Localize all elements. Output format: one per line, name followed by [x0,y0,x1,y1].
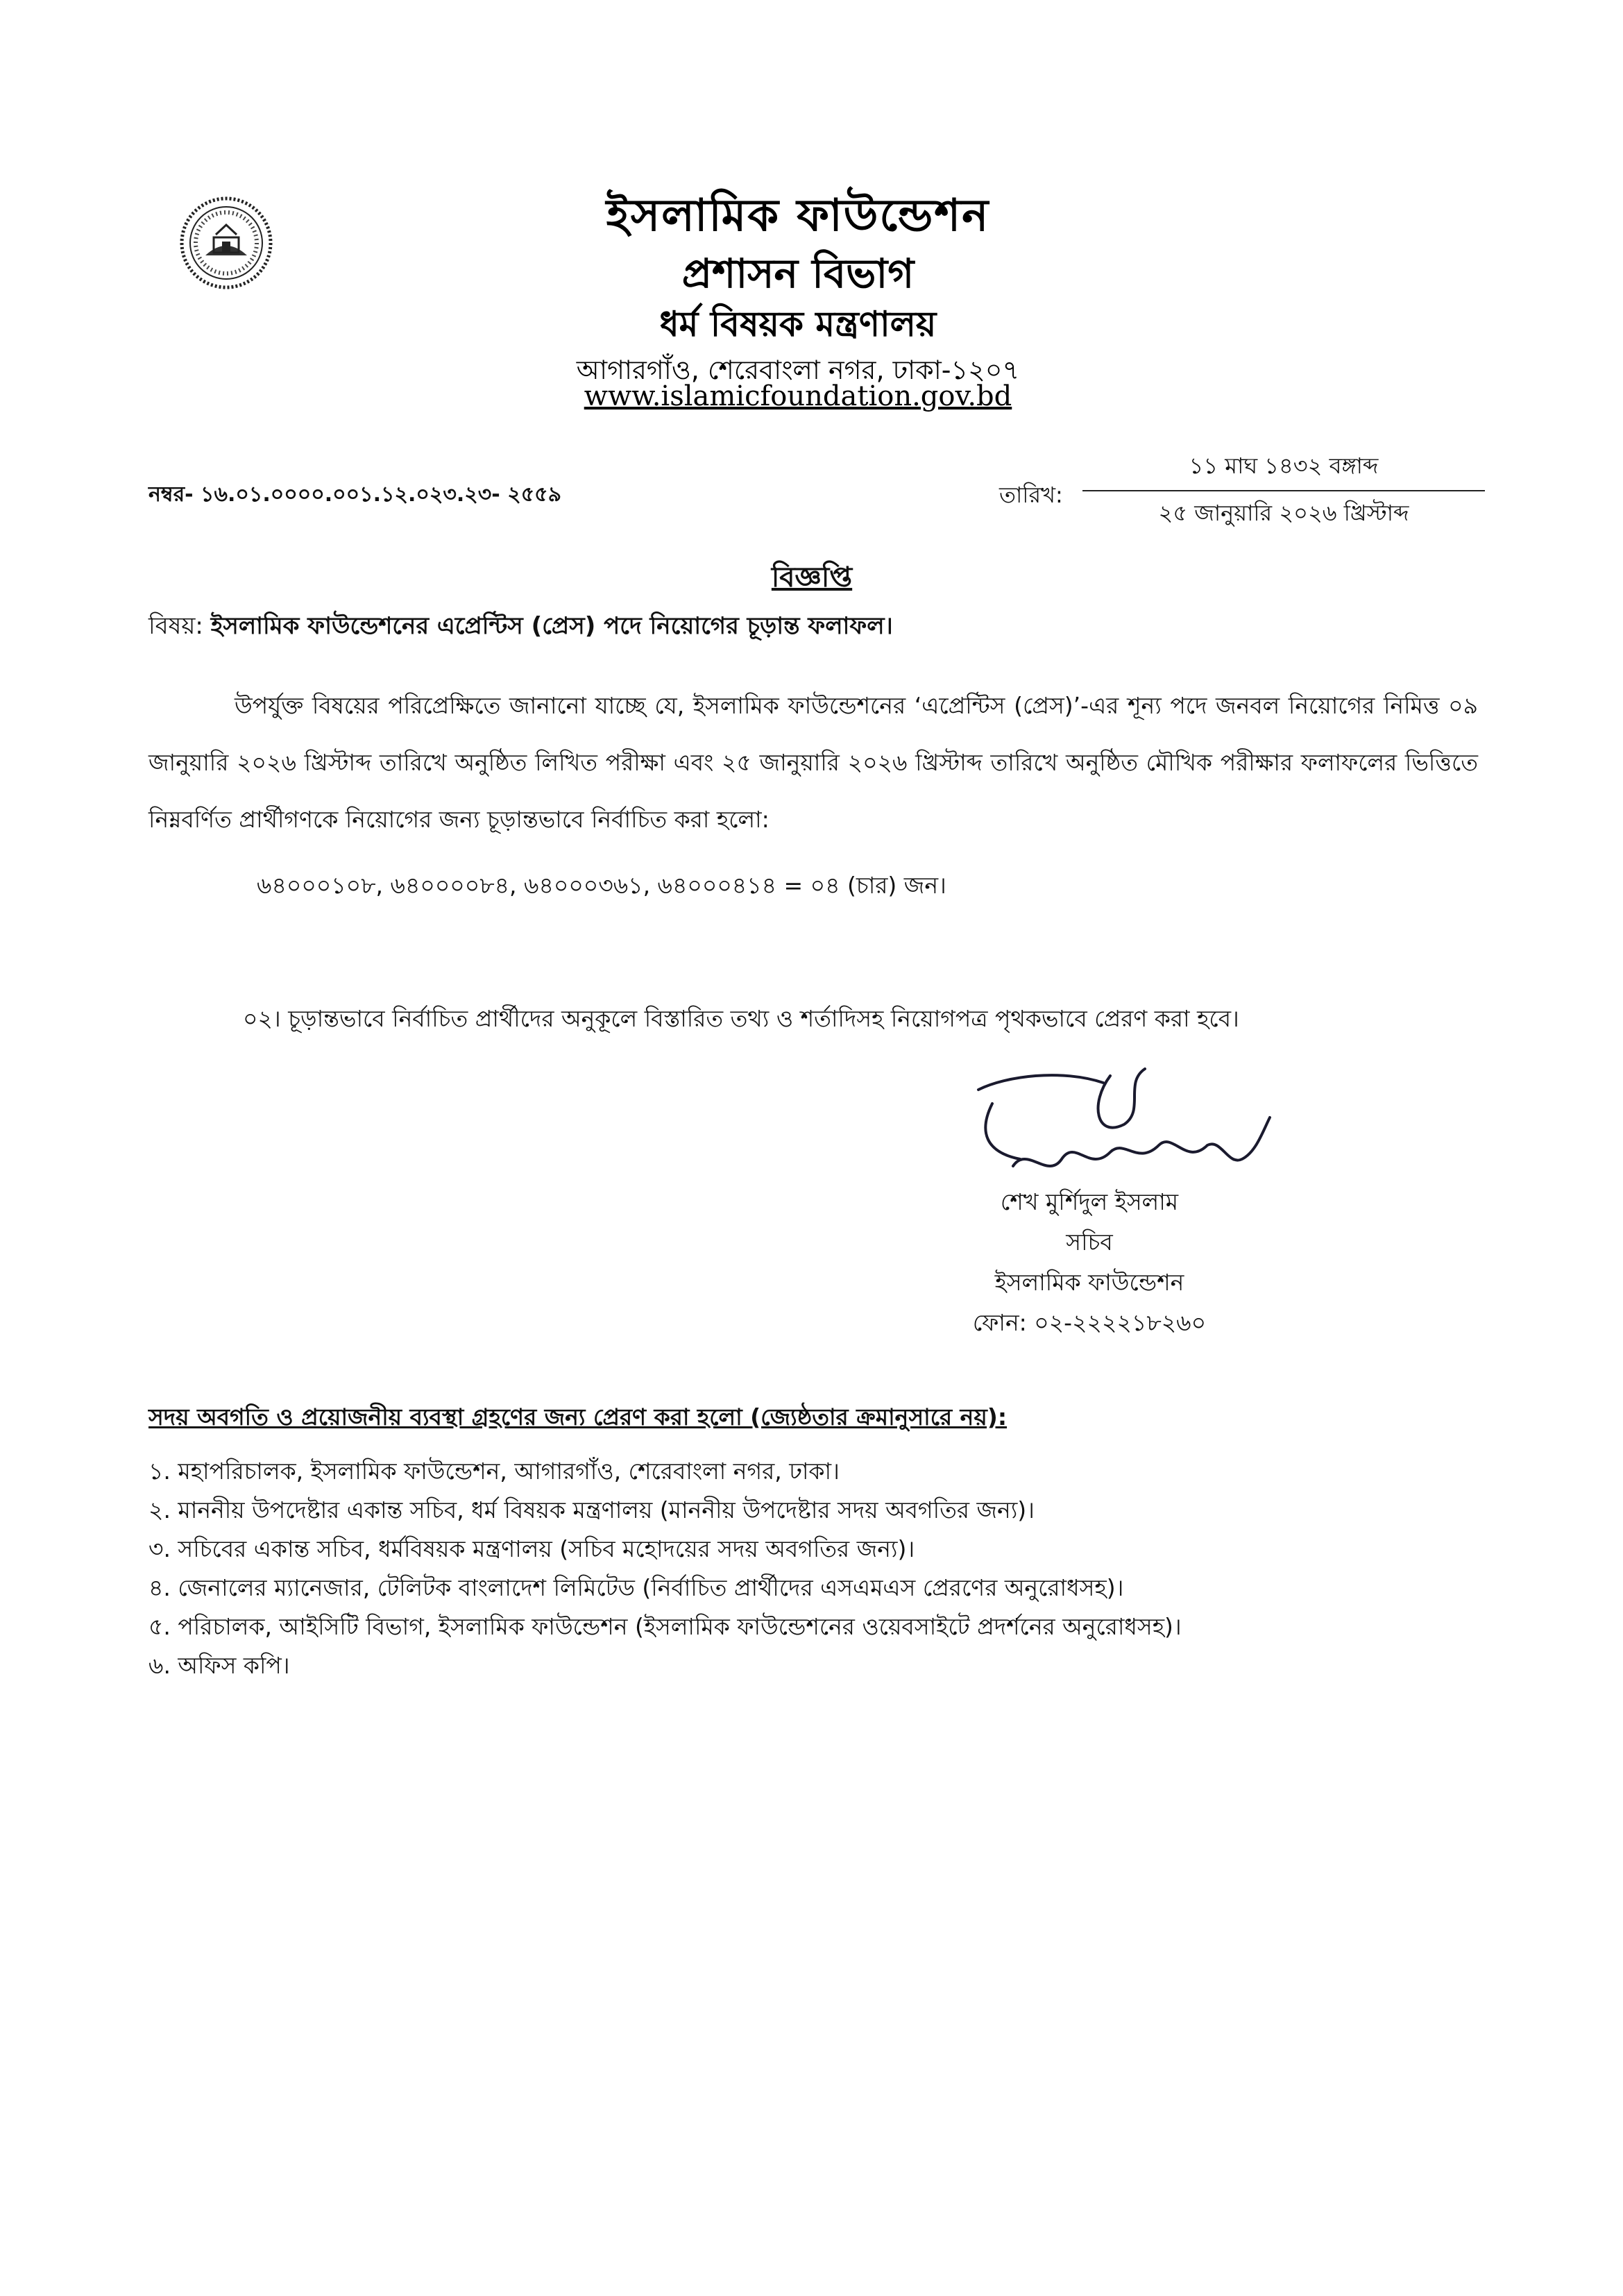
notice-title: বিজ্ঞপ্তি [771,562,853,593]
signatory-title: সচিব [1066,1229,1113,1256]
list-item: ৬. অফিস কপি। [148,1652,290,1679]
date-bangla: ১১ মাঘ ১৪৩২ বঙ্গাব্দ [1189,453,1379,479]
date-divider [1082,490,1485,491]
selected-roll-numbers: ৬৪০০০১০৮, ৬৪০০০০৮৪, ৬৪০০০৩৬১, ৬৪০০০৪১৪ = ০৪ (চার) জন। [257,872,946,899]
signatory-name: শেখ মুর্শিদুল ইসলাম [1000,1188,1179,1215]
distribution-list [148,1452,1182,1685]
list-item: ৪. জেনালের ম্যানেজার, টেলিটক বাংলাদেশ লিমিটেড (নির্বাচিত প্রার্থীদের এসএমএস প্রেরণের অনুরোধসহ)। [148,1574,1124,1601]
list-item: ১. মহাপরিচালক, ইসলামিক ফাউন্ডেশন, আগারগাঁও, শেরেবাংলা নগর, ঢাকা। [148,1458,840,1485]
memo-number: নম্বর- ১৬.০১.০০০০.০০১.১২.০২৩.২৩- ২৫৫৯ [148,482,562,507]
list-item: ২. মাননীয় উপদেষ্টার একান্ত সচিব, ধর্ম বিষয়ক মন্ত্রণালয় (মাননীয় উপদেষ্টার সদয় অবগতির জন্য)। [148,1496,1035,1523]
department-title: প্রশাসন বিভাগ [681,250,915,297]
signatory-organization: ইসলামিক ফাউন্ডেশন [994,1269,1184,1296]
signatory-phone: ফোন: ০২-২২২২১৮২৬০ [972,1309,1207,1336]
ministry-title: ধর্ম বিষয়ক মন্ত্রণালয় [659,304,937,344]
date-label: তারিখ: [999,482,1063,508]
subject-line [148,608,893,648]
subject-label: বিষয়: [148,612,203,640]
handwritten-signature [965,1062,1284,1187]
clause-2: ০২। চূড়ান্তভাবে নির্বাচিত প্রার্থীদের অনুকূলে বিস্তারিত তথ্য ও শর্তাদিসহ নিয়োগপত্র পৃথকভাবে প্রেরণ করা হবে। [243,1005,1239,1032]
list-item: ৫. পরিচালক, আইসিটি বিভাগ, ইসলামিক ফাউন্ডেশন (ইসলামিক ফাউন্ডেশনের ওয়েবসাইটে প্রদর্শনের অনুরোধসহ)। [148,1613,1182,1640]
date-gregorian: ২৫ জানুয়ারি ২০২৬ খ্রিস্টাব্দ [1158,500,1409,526]
body-paragraph: উপর্যুক্ত বিষয়ের পরিপ্রেক্ষিতে জানানো যাচ্ছে যে, ইসলামিক ফাউন্ডেশনের ‘এপ্রেন্টিস (প্রেস)’-এর শূন্য পদে জনবল নিয়োগের নিমিত্ত ০৯ জানুয়ারি ২০২৬ খ্রিস্টাব্দ তারিখে অনুষ্ঠিত লিখিত পরীক্ষা এবং ২৫ জানুয়ারি ২০২৬ খ্রিস্টাব্দ তারিখে অনুষ্ঠিত মৌখিক পরীক্ষার ফলাফলের ভিত্তিতে নিম্নবর্ণিত প্রার্থীগণকে নিয়োগের জন্য চূড়ান্তভাবে নির্বাচিত করা হলো: [148,692,1478,833]
islamic-foundation-seal-icon [178,194,275,292]
organization-title: ইসলামিক ফাউন্ডেশন [606,190,990,242]
address: আগারগাঁও, শেরেবাংলা নগর, ঢাকা-১২০৭ [576,355,1020,385]
subject-text: ইসলামিক ফাউন্ডেশনের এপ্রেন্টিস (প্রেস) পদে নিয়োগের চূড়ান্ত ফলাফল। [210,612,893,640]
website-link[interactable]: www.islamicfoundation.gov.bd [584,380,1012,412]
list-item: ৩. সচিবের একান্ত সচিব, ধর্মবিষয়ক মন্ত্রণালয় (সচিব মহোদয়ের সদয় অবগতির জন্য)। [148,1535,915,1562]
distribution-heading: সদয় অবগতি ও প্রয়োজনীয় ব্যবস্থা গ্রহণের জন্য প্রেরণ করা হলো (জ্যেষ্ঠতার ক্রমানুসারে নয়): [148,1403,1008,1430]
